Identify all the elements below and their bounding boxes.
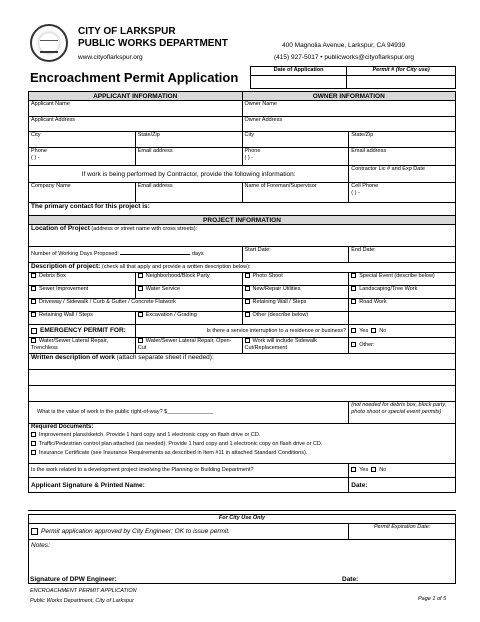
value-note: (not needed for debris box, block party, photo shoot or special event permits) <box>349 402 456 424</box>
primary-contact-field[interactable]: The primary contact for this project is: <box>29 203 456 216</box>
website-link[interactable]: www.cityoflarkspur.org <box>78 54 143 61</box>
option-special-event[interactable]: Special Event (describe below) <box>349 273 456 286</box>
dpw-date-label: Date: <box>342 576 359 583</box>
permit-field[interactable] <box>347 76 456 89</box>
applicant-signature-field[interactable]: Applicant Signature & Printed Name: <box>29 478 349 493</box>
company-name-field[interactable]: Company Name <box>29 183 136 203</box>
description-header: Description of project: (check all that apply and provide a written description below): <box>29 263 456 273</box>
owner-phone-field[interactable]: Phone ( ) - <box>242 148 349 166</box>
required-documents: Required Documents: Improvement plans/sketch. Provide 1 hard copy and 1 electronic copy on flash drive or CD. Traffic/Pedestrian control plan attached (as needed). Provide 1 hard copy and 1 electronic copy on flash drive or CD. Insurance Certificate (see Insurance Requirements as described in Item #11 in attached Standard Conditions). <box>29 424 456 464</box>
foreman-field[interactable]: Name of Foreman/Supervisor <box>242 183 349 203</box>
development-yes-no[interactable]: Yes No <box>349 464 456 478</box>
owner-city-field[interactable]: City <box>242 132 349 148</box>
emergency-sidewalk[interactable]: Work will include Sidewalk Cut/Replacement <box>242 338 349 354</box>
option-debris-box[interactable]: Debris Box <box>29 273 136 286</box>
applicant-email-field[interactable]: Email address <box>135 148 242 166</box>
interruption-yes-no[interactable]: Yes No <box>349 325 456 338</box>
option-retaining-wall[interactable]: Retaining Wall / Steps <box>242 299 349 312</box>
owner-email-field[interactable]: Email address <box>349 148 456 166</box>
option-block-party[interactable]: Neighborhood/Block Party <box>135 273 242 286</box>
option-retaining-wall-2[interactable]: Retaining Wall / Steps <box>29 312 136 325</box>
form-table <box>28 91 456 493</box>
contractor-license-field[interactable]: Contractor Lic # and Exp Date <box>349 166 456 183</box>
doc-traffic-plan[interactable]: Traffic/Pedestrian control plan attached (as needed). Provide 1 hard copy and 1 electronic copy on flash drive or CD. <box>31 441 453 448</box>
option-other[interactable]: Other (describe below) <box>242 312 349 325</box>
contact-line: (415) 927-5017 • publicworks@cityoflarkspur.org <box>274 54 415 61</box>
expiration-date-field[interactable]: Permit Expiration Date: <box>349 524 456 540</box>
approval-checkbox[interactable]: Permit application approved by City Engineer; OK to issue permit. <box>29 524 349 540</box>
city-use-header: For City Use Only <box>29 515 456 524</box>
contractor-prompt: If work is being performed by Contractor, provide the following information: <box>29 166 349 183</box>
city-name: CITY OF LARKSPUR <box>78 26 176 37</box>
permit-label: Permit # (for City use) <box>347 67 456 76</box>
applicant-section-header: APPLICANT INFORMATION <box>29 92 243 101</box>
option-driveway[interactable]: Driveway / Sidewalk / Curb & Gutter / Concrete Flatwork <box>29 299 243 312</box>
applicant-address-field[interactable]: Applicant Address <box>29 117 243 132</box>
description-line-3[interactable] <box>29 386 456 402</box>
option-utilities[interactable]: New/Repair Utilities <box>242 286 349 299</box>
cell-phone-field[interactable]: Cell Phone ( ) - <box>349 183 456 203</box>
form-title: Encroachment Permit Application <box>30 70 239 85</box>
department-name: PUBLIC WORKS DEPARTMENT <box>78 38 228 49</box>
date-label: Date of Application <box>251 67 347 76</box>
option-landscaping[interactable]: Landscaping/Tree Work <box>349 286 456 299</box>
description-line-2[interactable] <box>29 370 456 386</box>
option-sewer[interactable]: Sewer Improvement <box>29 286 136 299</box>
owner-state-field[interactable]: State/Zip <box>349 132 456 148</box>
owner-section-header: OWNER INFORMATION <box>242 92 456 101</box>
option-water-service[interactable]: Water Service <box>135 286 242 299</box>
option-photo-shoot[interactable]: Photo Shoot <box>242 273 349 286</box>
applicant-state-field[interactable]: State/Zip <box>135 132 242 148</box>
footer-form-name: ENCROACHMENT PERMIT APPLICATION <box>30 588 137 594</box>
emergency-permit-label[interactable]: EMERGENCY PERMIT FOR: <box>29 325 136 338</box>
owner-address-field[interactable]: Owner Address <box>242 117 456 132</box>
dpw-signature-line[interactable] <box>122 583 312 584</box>
project-section-header: PROJECT INFORMATION <box>29 216 456 225</box>
start-date-field[interactable]: Start Date: <box>242 247 349 263</box>
option-road-work[interactable]: Road Work <box>349 299 456 312</box>
doc-insurance[interactable]: Insurance Certificate (see Insurance Requirements as described in Item #11 in attached Standard Conditions). <box>31 450 453 457</box>
dpw-date-line[interactable] <box>362 583 434 584</box>
value-field[interactable]: What is the value of work in the public right-of-way? $_______________ <box>29 402 349 424</box>
working-days-field[interactable]: Number of Working Days Proposed: days <box>29 247 243 263</box>
option-excavation[interactable]: Excavation / Grading <box>135 312 242 325</box>
applicant-phone-field[interactable]: Phone ( ) - <box>29 148 136 166</box>
end-date-field[interactable]: End Date: <box>349 247 456 263</box>
notes-field[interactable]: Notes: <box>29 540 456 584</box>
applicant-name-field[interactable]: Applicant Name <box>29 101 243 117</box>
location-field[interactable]: Location of Project (address or street name with cross streets): <box>29 225 456 247</box>
date-permit-box <box>250 66 456 89</box>
page-number: Page 1 of 5 <box>418 596 447 602</box>
date-field[interactable] <box>251 76 347 89</box>
emergency-open-cut[interactable]: Water/Sewer Lateral Repair, Open-Cut <box>135 338 242 354</box>
signature-date-field[interactable]: Date: <box>349 478 456 493</box>
written-description-field[interactable]: Written description of work (attach separate sheet if needed): <box>29 354 456 370</box>
contractor-email-field[interactable]: Email address <box>135 183 242 203</box>
emergency-trenchless[interactable]: Water/Sewer Lateral Repair, Trenchless <box>29 338 136 354</box>
address: 400 Magnolia Avenue, Larkspur, CA 94939 <box>282 42 406 49</box>
owner-name-field[interactable]: Owner Name <box>242 101 456 117</box>
city-use-table <box>28 514 456 584</box>
applicant-city-field[interactable]: City <box>29 132 136 148</box>
dpw-signature-label: Signature of DPW Engineer: <box>30 576 117 583</box>
city-seal-logo <box>30 24 68 62</box>
emergency-other[interactable]: Other: <box>349 338 456 354</box>
doc-improvement-plans[interactable]: Improvement plans/sketch. Provide 1 hard copy and 1 electronic copy on flash drive or CD. <box>31 432 453 439</box>
development-question: Is the work related to a development project involving the Planning or Building Department? <box>29 464 349 478</box>
interruption-question: Is there a service interruption to a residence or business? <box>135 325 349 338</box>
footer-department: Public Works Department, City of Larkspur <box>30 598 134 604</box>
